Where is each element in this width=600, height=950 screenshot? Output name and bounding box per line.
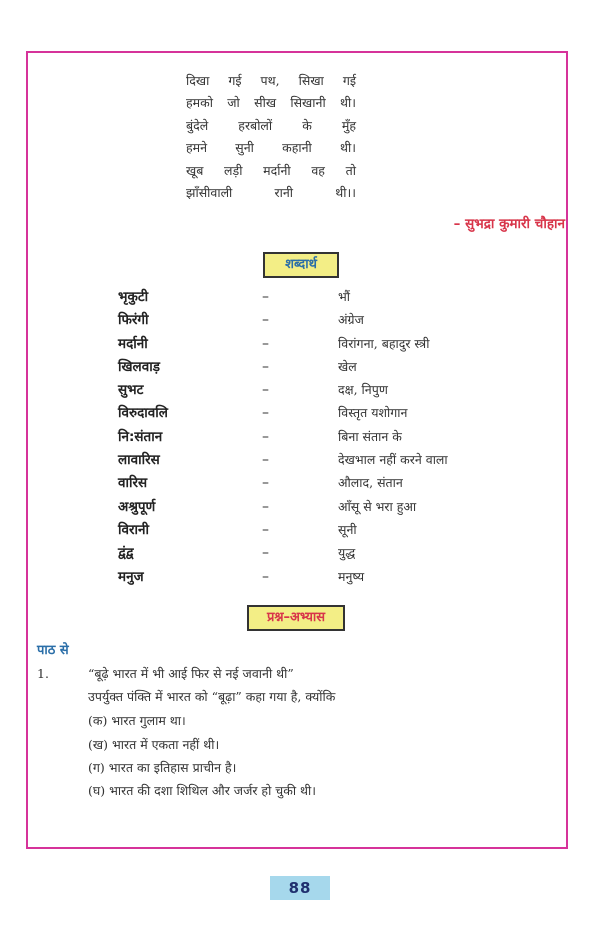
option-item: (घ) भारत की दशा शिथिल और जर्जर हो चुकी थी। bbox=[88, 783, 316, 798]
page-number: 88 bbox=[270, 876, 330, 900]
glossary-meaning: खेल bbox=[338, 358, 357, 374]
glossary-dash: – bbox=[262, 382, 269, 399]
glossary-word: विरानी bbox=[118, 521, 150, 538]
glossary-dash: – bbox=[262, 312, 269, 329]
glossary-row bbox=[118, 333, 538, 356]
question-number: 1. bbox=[37, 666, 49, 681]
poem-line: दिखा गई पथ, सिखा गई bbox=[186, 73, 356, 88]
glossary-dash: – bbox=[262, 545, 269, 562]
glossary-word: अश्रुपूर्ण bbox=[118, 498, 156, 515]
glossary-meaning: औलाद, संतान bbox=[338, 475, 403, 491]
glossary-meaning: आँसू से भरा हुआ bbox=[338, 498, 417, 514]
glossary-row bbox=[118, 566, 538, 589]
glossary-dash: – bbox=[262, 475, 269, 492]
glossary-row bbox=[118, 472, 538, 495]
glossary-meaning: अंग्रेज bbox=[338, 312, 364, 328]
glossary-dash: – bbox=[262, 289, 269, 305]
glossary-dash: – bbox=[262, 521, 269, 538]
glossary-word: नि:संतान bbox=[118, 428, 163, 445]
glossary-meaning: दक्ष, निपुण bbox=[338, 382, 388, 398]
glossary-row bbox=[118, 286, 538, 309]
poem-author: – सुभद्रा कुमारी चौहान bbox=[453, 216, 565, 232]
glossary-word: खिलवाड़ bbox=[118, 358, 160, 375]
question-quote: “बूढ़े भारत में भी आई फिर से नई जवानी थी” bbox=[88, 666, 294, 681]
glossary-row bbox=[118, 402, 538, 425]
glossary-word: भृकुटी bbox=[118, 289, 149, 305]
glossary-meaning: देखभाल नहीं करने वाला bbox=[338, 452, 448, 468]
glossary-heading: शब्दार्थ bbox=[263, 252, 339, 278]
glossary-row bbox=[118, 519, 538, 542]
glossary-word: फिरंगी bbox=[118, 312, 149, 329]
glossary-row bbox=[118, 496, 538, 519]
poem-line: हमने सुनी कहानी थी। bbox=[186, 140, 356, 156]
glossary-meaning: युद्ध bbox=[338, 545, 356, 561]
glossary-row bbox=[118, 542, 538, 565]
poem-line: बुंदेले हरबोलों के मुँह bbox=[186, 117, 356, 133]
glossary-meaning: बिना संतान के bbox=[338, 428, 402, 444]
glossary-meaning: विस्तृत यशोगान bbox=[338, 405, 408, 421]
glossary-meaning: विरांगना, बहादुर स्त्री bbox=[338, 335, 430, 351]
option-item: (ख) भारत में एकता नहीं थी। bbox=[88, 737, 220, 752]
glossary-dash: – bbox=[262, 498, 269, 515]
glossary-meaning: सूनी bbox=[338, 521, 357, 537]
glossary-dash: – bbox=[262, 405, 269, 422]
option-item: (ग) भारत का इतिहास प्राचीन है। bbox=[88, 760, 237, 775]
glossary-dash: – bbox=[262, 428, 269, 445]
exercise-heading: प्रश्न–अभ्यास bbox=[247, 605, 345, 631]
poem-line: झाँसीवाली रानी थी।। bbox=[186, 185, 356, 201]
glossary-dash: – bbox=[262, 358, 269, 375]
glossary-dash: – bbox=[262, 568, 269, 585]
glossary-row bbox=[118, 379, 538, 402]
poem-stanza bbox=[186, 70, 356, 204]
glossary-word: लावारिस bbox=[118, 452, 160, 469]
glossary-list bbox=[118, 286, 538, 589]
glossary-row bbox=[118, 426, 538, 449]
poem-line: हमको जो सीख सिखानी थी। bbox=[186, 95, 356, 111]
glossary-word: वारिस bbox=[118, 475, 148, 492]
glossary-dash: – bbox=[262, 335, 269, 352]
question-prompt: उपर्युक्त पंक्ति में भारत को “बूढ़ा” कहा गया है, क्योंकि bbox=[88, 689, 336, 704]
glossary-dash: – bbox=[262, 452, 269, 469]
glossary-row bbox=[118, 309, 538, 332]
glossary-word: मनुज bbox=[118, 568, 144, 585]
glossary-row bbox=[118, 356, 538, 379]
glossary-meaning: मनुष्य bbox=[338, 568, 365, 584]
section-label: पाठ से bbox=[37, 643, 69, 658]
glossary-row bbox=[118, 449, 538, 472]
poem-line: खूब लड़ी मर्दानी वह तो bbox=[186, 162, 356, 178]
glossary-word: विरुदावलि bbox=[118, 405, 168, 422]
glossary-word: द्वंद्व bbox=[118, 545, 134, 562]
glossary-meaning: भौं bbox=[338, 289, 351, 304]
glossary-word: मर्दानी bbox=[118, 335, 148, 352]
option-item: (क) भारत गुलाम था। bbox=[88, 713, 186, 728]
glossary-word: सुभट bbox=[118, 382, 144, 399]
